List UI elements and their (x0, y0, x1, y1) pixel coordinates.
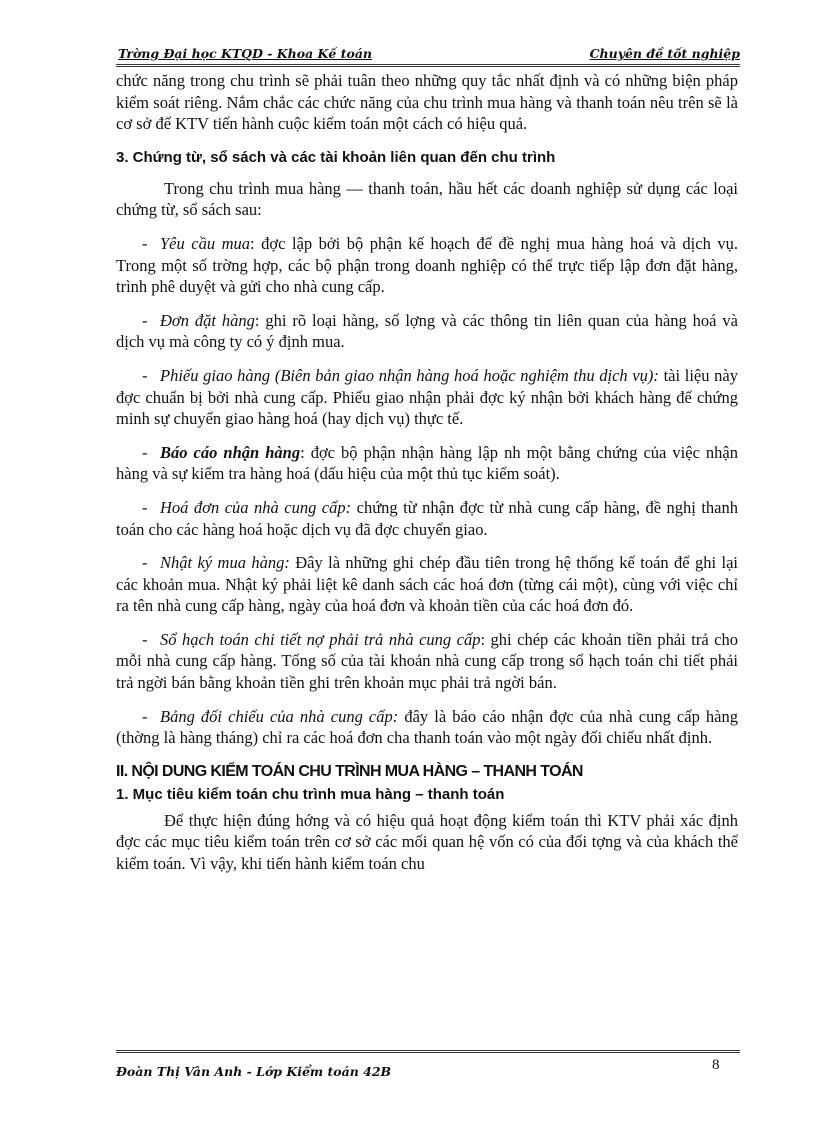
section-ii-1-heading: 1. Mục tiêu kiểm toán chu trình mua hàng – thanh toán (116, 785, 505, 803)
item-term: Yêu cầu mua (160, 233, 251, 253)
list-item (116, 706, 738, 749)
header-school: Trờng Đại học KTQD - Khoa Kế toán (118, 46, 373, 61)
page-content (116, 70, 738, 875)
list-dash: - (142, 442, 148, 462)
item-term: Sổ hạch toán chi tiết nợ phải trả nhà cung cấp (160, 629, 481, 649)
item-text: : đợc bộ phận nhận hàng lập nh một bằng chứng của việc nhận hàng và sự kiểm tra hàng hoá (dấu hiệu của một thủ tục kiểm soát). (116, 442, 738, 484)
item-text: : đợc lập bởi bộ phận kế hoạch để đề nghị mua hàng hoá và dịch vụ. Trong một số trờng hợp, các bộ phận trong doanh nghiệp có thể trực tiếp lập đơn đặt hàng, trình phê duyệt và gửi cho nhà cung cấp. (116, 233, 738, 297)
item-text: : ghi chép các khoản tiền phải trả cho mỗi nhà cung cấp hàng. Tổng số của tài khoản nhà cung cấp trong sổ hạch toán chi tiết phải trả ngời bán bằng khoản tiền ghi trên khoản mục phải trả ngời bán. (116, 629, 738, 693)
section-3-heading: 3. Chứng từ, sổ sách và các tài khoản liên quan đến chu trình (116, 148, 556, 166)
intro-paragraph: chức năng trong chu trình sẽ phải tuân theo những quy tắc nhất định và có những biện pháp kiểm soát riêng. Nắm chắc các chức năng của chu trình mua hàng và thanh toán nêu trên sẽ là cơ sở để KTV tiến hành cuộc kiểm toán một cách có hiệu quả. (116, 71, 738, 134)
page-number: 8 (712, 1057, 720, 1073)
list-dash: - (142, 365, 148, 385)
list-item (116, 552, 738, 617)
item-text: chứng từ nhận đợc từ nhà cung cấp hàng, đề nghị thanh toán cho các hàng hoá hoặc dịch vụ đã đợc chuyển giao. (116, 497, 738, 539)
list-dash: - (142, 310, 148, 330)
section-3-intro: Trong chu trình mua hàng — thanh toán, hầu hết các doanh nghiệp sử dụng các loại chứng từ, sổ sách sau: (116, 178, 738, 220)
item-text: tài liệu này đợc chuẩn bị bởi nhà cung cấp. Phiếu giao nhận phải đợc ký nhận bởi khách hàng để chứng minh sự chuyển giao hàng hoá (hay dịch vụ) thực tế. (116, 365, 738, 429)
item-term: Nhật ký mua hàng: (160, 553, 290, 573)
footer-author: Đoàn Thị Vân Anh - Lớp Kiểm toán 42B (116, 1064, 392, 1079)
list-dash: - (142, 233, 148, 253)
list-item (116, 310, 738, 353)
list-item (116, 365, 738, 430)
list-dash: - (142, 629, 148, 649)
section-ii-1-text: Để thực hiện đúng hớng và có hiệu quả hoạt động kiểm toán thì KTV phải xác định đợc các mục tiêu kiểm toán trên cơ sở các mối quan hệ vốn có của đối tợng và của khách thể kiểm toán. Vì vậy, khi tiến hành kiểm toán chu (116, 810, 738, 874)
header-doc-type: Chuyên đề tốt nghiệp (589, 46, 740, 61)
footer-divider (116, 1050, 740, 1053)
section-ii-heading: II. NỘI DUNG KIỂM TOÁN CHU TRÌNH MUA HÀNG – THANH TOÁN (116, 762, 583, 780)
list-item (116, 442, 738, 485)
list-dash: - (142, 706, 148, 726)
item-text: : ghi rõ loại hàng, số lợng và các thông tin liên quan của hàng hoá và dịch vụ mà công ty có ý định mua. (116, 310, 738, 352)
item-term: Bảng đối chiếu của nhà cung cấp: (160, 706, 399, 726)
item-term: Báo cáo nhận hàng (160, 442, 301, 462)
item-term: Hoá đơn của nhà cung cấp: (160, 497, 352, 517)
list-dash: - (142, 553, 148, 573)
item-term: Phiếu giao hàng (Biên bản giao nhận hàng hoá hoặc nghiệm thu dịch vụ): (160, 365, 659, 385)
item-term: Đơn đặt hàng (160, 310, 255, 330)
list-item (116, 497, 738, 540)
item-text: đây là báo cáo nhận đợc của nhà cung cấp hàng (thờng là hàng tháng) chỉ ra các hoá đơn cha thanh toán vào một ngày đối chiếu nhất định. (116, 706, 739, 748)
list-dash: - (142, 497, 148, 517)
item-text: Đây là những ghi chép đầu tiên trong hệ thống kế toán để ghi lại các khoản mua. Nhật ký phải liệt kê danh sách các hoá đơn (từng cái một), cùng với việc chỉ ra tên nhà cung cấp hàng, ngày của hoá đơn và khoản tiền của các hoá đơn đó. (116, 553, 738, 616)
list-item (116, 233, 738, 298)
page-header (116, 38, 740, 67)
list-item (116, 629, 738, 694)
